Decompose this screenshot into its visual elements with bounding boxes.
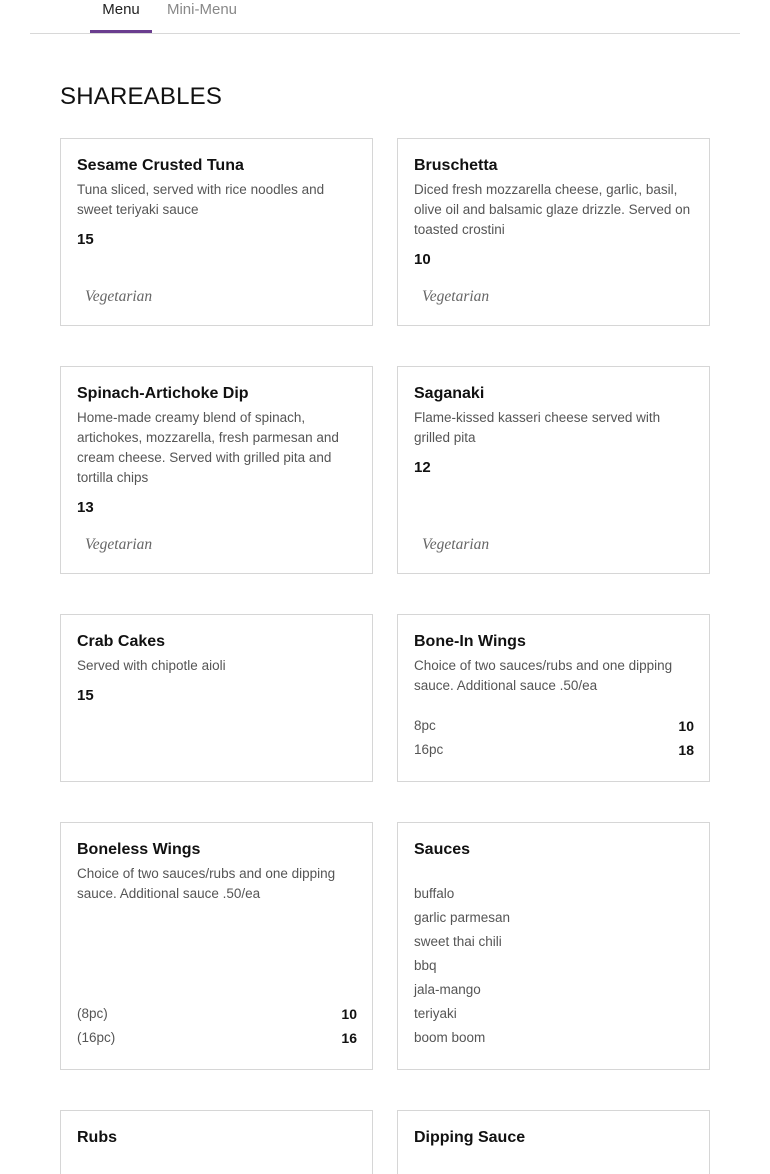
item-name: Crab Cakes <box>77 633 166 650</box>
size-price: 10 <box>678 718 694 734</box>
sauce-option: teriyaki <box>414 1006 457 1021</box>
size-price: 18 <box>678 742 694 758</box>
item-name: Sauces <box>414 841 471 858</box>
item-name: Saganaki <box>414 385 485 402</box>
sauce-option: bbq <box>414 958 437 973</box>
sauce-option: buffalo <box>414 886 455 901</box>
sauce-option: sweet thai chili <box>414 934 502 949</box>
item-description: Choice of two sauces/rubs and one dipping sauce. Additional sauce .50/ea <box>77 866 336 901</box>
item-price: 12 <box>414 459 431 476</box>
item-name: Rubs <box>77 1129 117 1146</box>
menu-item-card[interactable] <box>397 1110 710 1174</box>
item-name: Sesame Crusted Tuna <box>77 157 244 174</box>
dietary-tag: Vegetarian <box>85 536 153 553</box>
menu-item-card[interactable] <box>60 138 373 326</box>
size-option <box>414 742 694 762</box>
item-description: Diced fresh mozzarella cheese, garlic, basil, olive oil and balsamic glaze drizzle. Served on toasted crostini <box>414 182 691 237</box>
item-name: Bone-In Wings <box>414 633 526 650</box>
item-name: Dipping Sauce <box>414 1129 526 1146</box>
menu-item-card[interactable] <box>397 138 710 326</box>
dietary-tag: Vegetarian <box>422 536 490 553</box>
size-label: 8pc <box>414 718 436 733</box>
sauce-option: garlic parmesan <box>414 910 511 925</box>
size-price: 10 <box>341 1006 357 1022</box>
item-price: 10 <box>414 251 431 268</box>
item-description: Tuna sliced, served with rice noodles and sweet teriyaki sauce <box>77 182 325 217</box>
section-title: SHAREABLES <box>60 83 223 110</box>
item-price: 15 <box>77 687 94 704</box>
size-label: 16pc <box>414 742 444 757</box>
size-option <box>77 1030 357 1050</box>
size-price: 16 <box>341 1030 357 1046</box>
size-option <box>77 1006 357 1026</box>
item-description: Flame-kissed kasseri cheese served with grilled pita <box>414 410 661 445</box>
item-description: Home-made creamy blend of spinach, artichokes, mozzarella, fresh parmesan and cream cheese. Served with grilled pita and tortilla chips <box>77 410 339 485</box>
dietary-tag: Vegetarian <box>422 288 490 305</box>
menu-item-card[interactable] <box>60 366 373 574</box>
item-name: Boneless Wings <box>77 841 201 858</box>
menu-tabs <box>30 0 740 34</box>
menu-item-card[interactable] <box>397 822 710 1070</box>
size-option <box>414 718 694 738</box>
dietary-tag: Vegetarian <box>85 288 153 305</box>
tab-mini-menu[interactable]: Mini-Menu <box>166 1 238 18</box>
menu-item-card[interactable] <box>60 822 373 1070</box>
item-description: Choice of two sauces/rubs and one dipping sauce. Additional sauce .50/ea <box>414 658 673 693</box>
size-label: (8pc) <box>77 1006 108 1021</box>
item-description: Served with chipotle aioli <box>77 658 226 673</box>
size-label: (16pc) <box>77 1030 116 1045</box>
item-price: 15 <box>77 231 94 248</box>
item-price: 13 <box>77 499 94 516</box>
menu-item-card[interactable] <box>397 614 710 782</box>
sauce-option: boom boom <box>414 1030 486 1045</box>
tab-menu[interactable]: Menu <box>90 0 152 33</box>
item-name: Bruschetta <box>414 157 498 174</box>
menu-item-card[interactable] <box>60 1110 373 1174</box>
menu-item-card[interactable] <box>397 366 710 574</box>
sauce-option: jala-mango <box>414 982 481 997</box>
item-name: Spinach-Artichoke Dip <box>77 385 249 402</box>
menu-item-card[interactable] <box>60 614 373 782</box>
